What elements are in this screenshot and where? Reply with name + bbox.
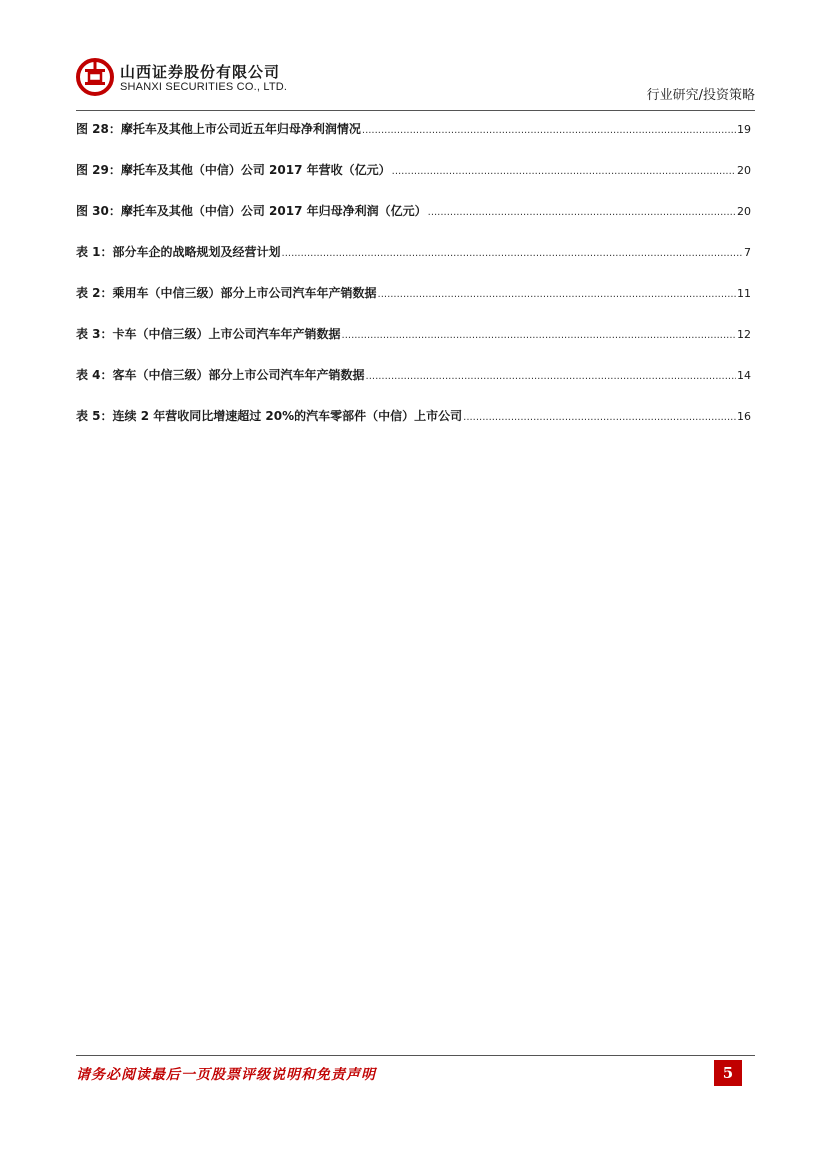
toc-entry[interactable] — [76, 202, 751, 243]
toc-entry-page: 20 — [737, 205, 751, 218]
disclaimer-notice: 请务必阅读最后一页股票评级说明和免责声明 — [76, 1067, 376, 1083]
toc-leader-dots — [392, 163, 736, 177]
toc-entry[interactable] — [76, 284, 751, 325]
toc-entry[interactable] — [76, 243, 751, 284]
toc-entry[interactable] — [76, 366, 751, 407]
toc-entry-label: 表 5：连续 2 年营收同比增速超过 20%的汽车零部件（中信）上市公司 — [76, 409, 463, 423]
company-name-cn: 山西证券股份有限公司 — [120, 63, 281, 81]
toc-entry-label: 图 29：摩托车及其他（中信）公司 2017 年营收（亿元） — [76, 163, 391, 177]
toc-entry[interactable] — [76, 161, 751, 202]
table-of-contents — [76, 120, 751, 448]
company-name-en: SHANXI SECURITIES CO., LTD. — [120, 81, 288, 93]
toc-leader-dots — [282, 245, 743, 259]
toc-entry-page: 19 — [737, 123, 751, 136]
toc-entry-page: 12 — [737, 328, 751, 341]
toc-entry-page: 16 — [737, 410, 751, 423]
footer-divider — [76, 1055, 755, 1056]
shanxi-securities-logo-icon — [76, 58, 114, 96]
page-number-badge: 5 — [714, 1060, 742, 1086]
toc-entry-page: 11 — [737, 287, 751, 300]
toc-entry-label: 图 30：摩托车及其他（中信）公司 2017 年归母净利润（亿元） — [76, 204, 427, 218]
toc-entry-page: 20 — [737, 164, 751, 177]
toc-entry[interactable] — [76, 120, 751, 161]
report-type: 行业研究/投资策略 — [646, 88, 755, 103]
toc-entry-label: 表 1：部分车企的战略规划及经营计划 — [76, 245, 281, 259]
toc-entry-label: 图 28：摩托车及其他上市公司近五年归母净利润情况 — [76, 122, 361, 136]
toc-leader-dots — [378, 286, 736, 300]
toc-entry[interactable] — [76, 325, 751, 366]
page-header — [76, 56, 755, 110]
toc-entry-label: 表 2：乘用车（中信三级）部分上市公司汽车年产销数据 — [76, 286, 377, 300]
toc-leader-dots — [342, 327, 736, 341]
toc-entry-label: 表 3：卡车（中信三级）上市公司汽车年产销数据 — [76, 327, 341, 341]
toc-entry-page: 14 — [737, 369, 751, 382]
toc-leader-dots — [362, 122, 736, 136]
toc-entry[interactable] — [76, 407, 751, 448]
toc-leader-dots — [428, 204, 736, 218]
toc-entry-label: 表 4：客车（中信三级）部分上市公司汽车年产销数据 — [76, 368, 365, 382]
toc-leader-dots — [366, 368, 736, 382]
header-divider — [76, 110, 755, 111]
toc-entry-page: 7 — [744, 246, 751, 259]
toc-leader-dots — [463, 409, 736, 423]
